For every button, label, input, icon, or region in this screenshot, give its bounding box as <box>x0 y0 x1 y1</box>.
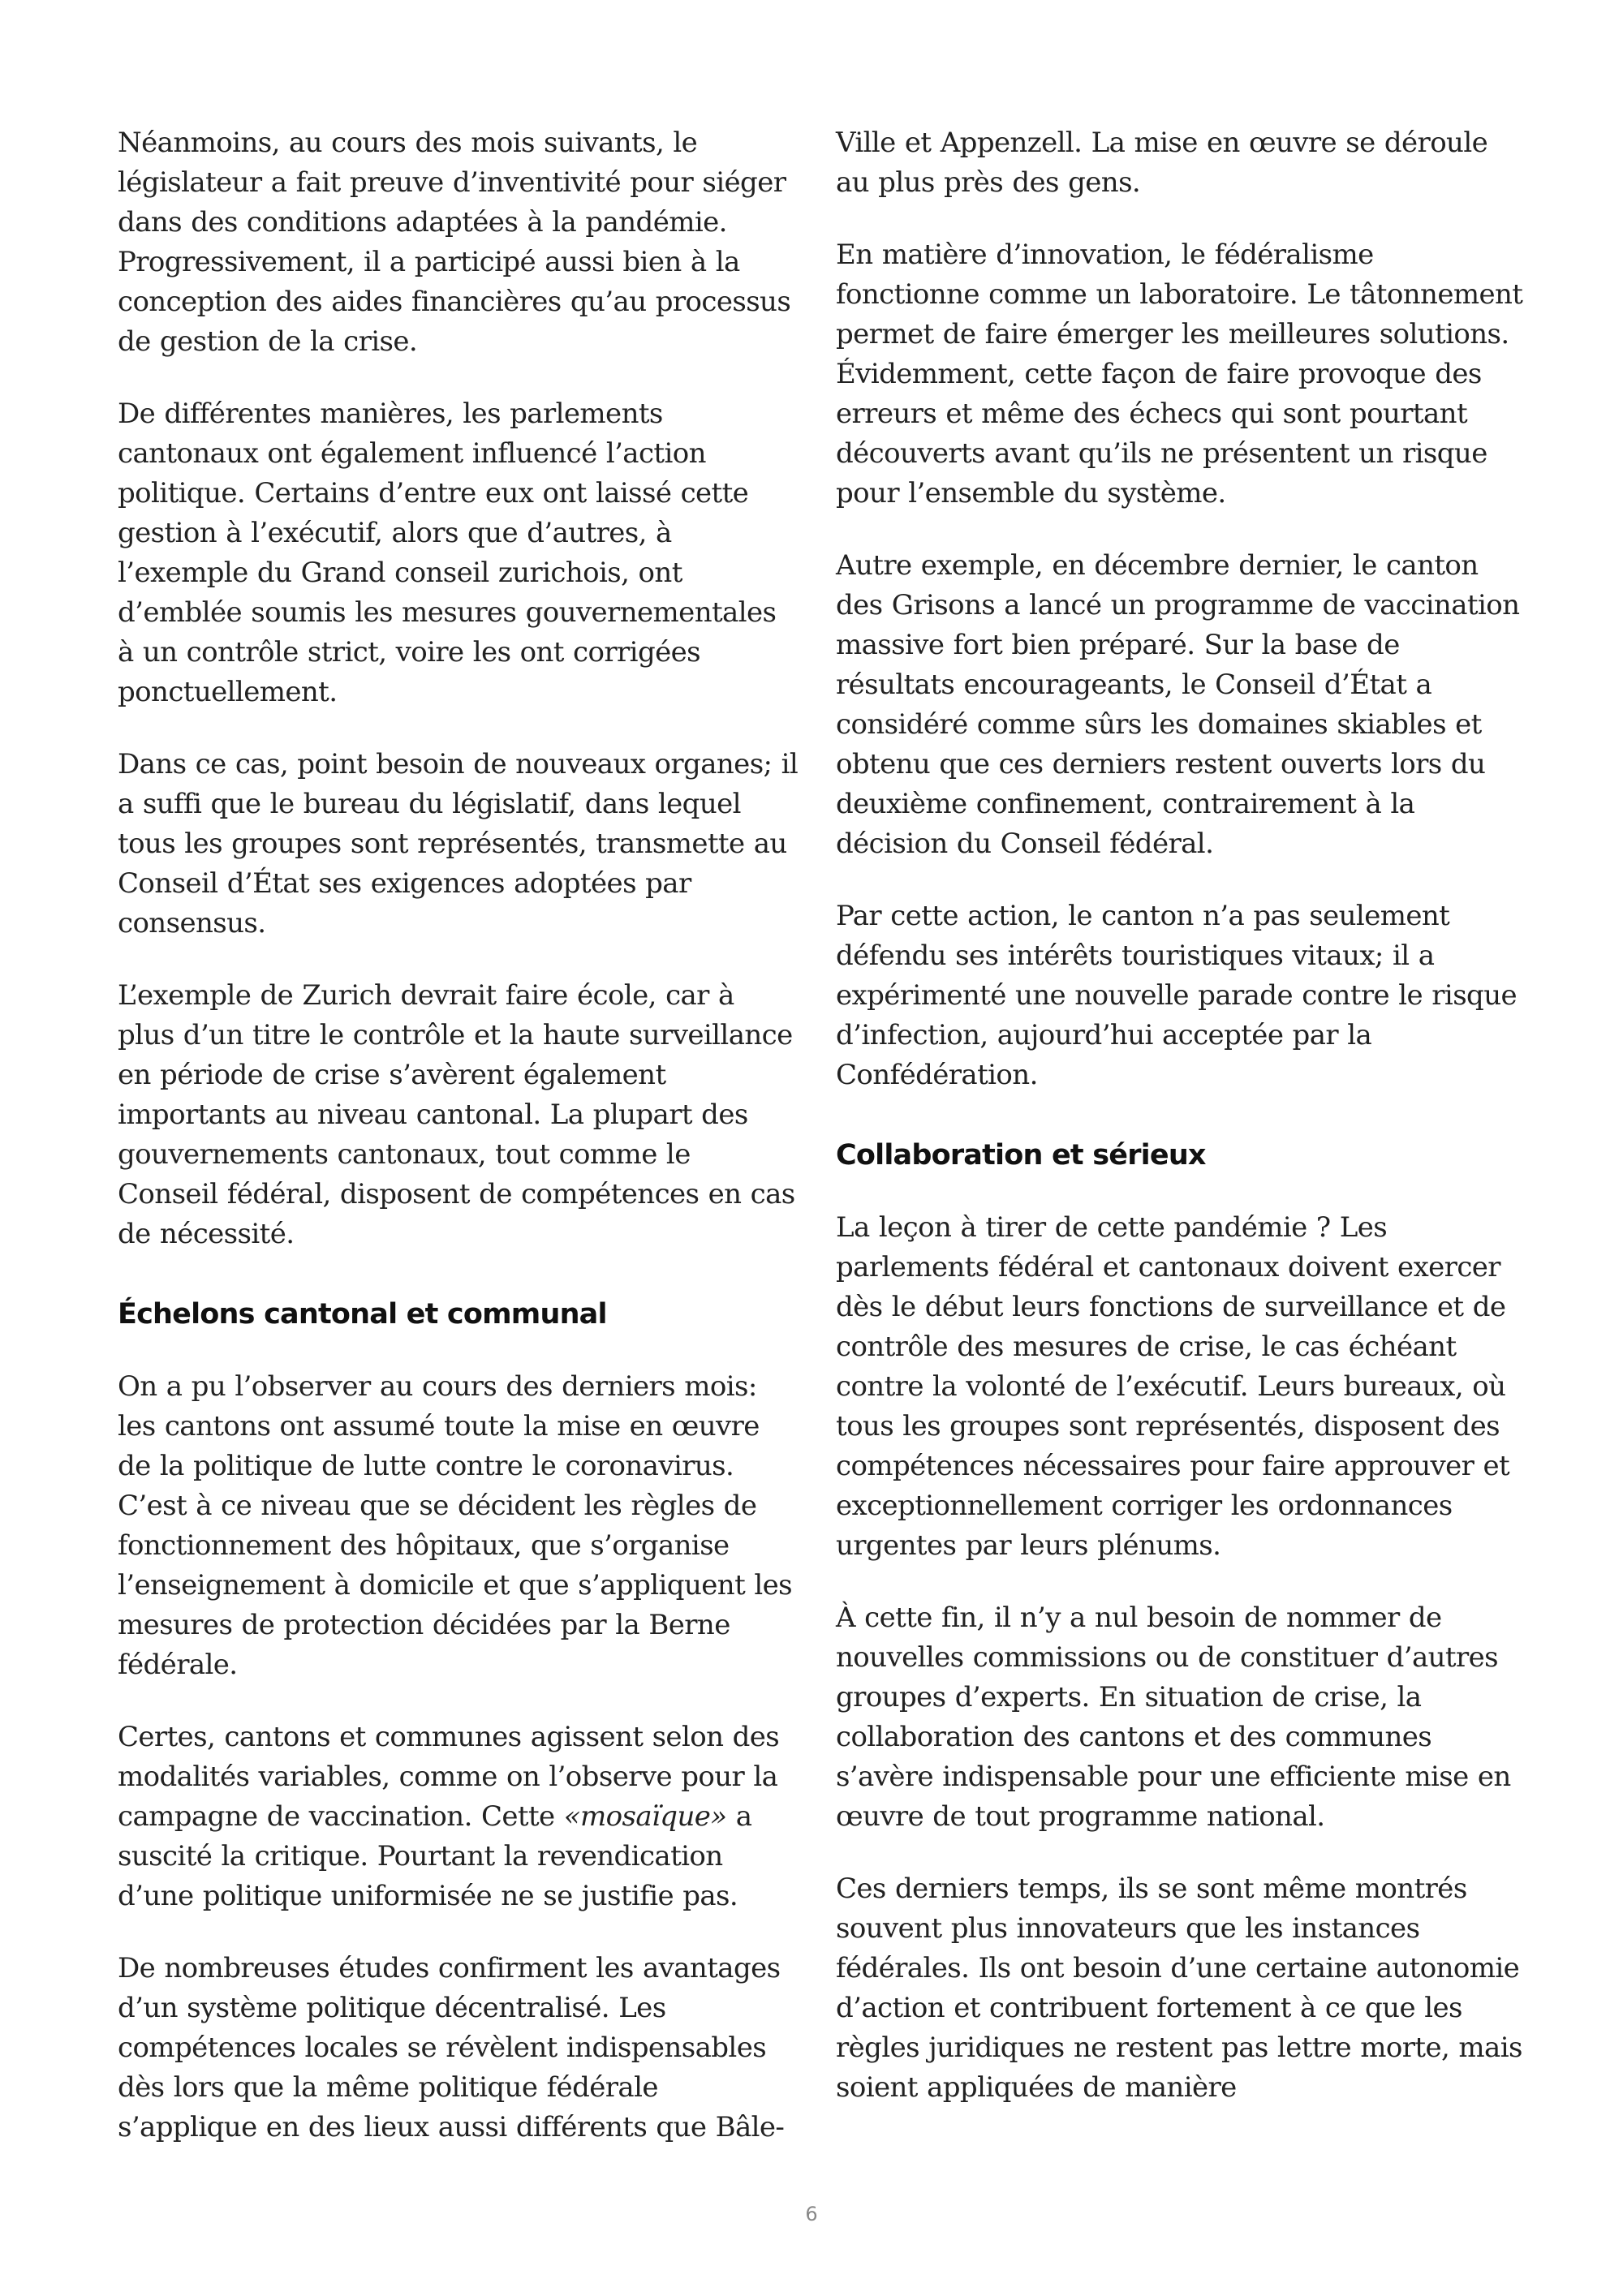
section-heading-collaboration: Collaboration et sérieux <box>836 1139 1206 1172</box>
left-paragraph-7: De nombreuses études confirment les avantages d’un système politique décentralisé. Les compétences locales se révèlent indispensables dès lors que la même politique fédérale s’applique en des lieux aussi différents que Bâle- <box>118 1952 785 2143</box>
mosaique-quote: «mosaïque» <box>563 1800 727 1833</box>
left-paragraph-5: On a pu l’observer au cours des derniers mois: les cantons ont assumé toute la mise en œuvre de la politique de lutte contre le coronavirus. C’est à ce niveau que se décident les règles de fonctionnement des hôpitaux, que s’organise l’enseignement à domicile et que s’appliquent les mesures de protection décidées par la Berne fédérale. <box>118 1370 792 1681</box>
right-paragraph-6: À cette fin, il n’y a nul besoin de nommer de nouvelles commissions ou de constituer d’autres groupes d’experts. En situation de crise, la collaboration des cantons et des communes s’avère indispensable pour une efficiente mise en œuvre de tout programme national. <box>836 1602 1511 1833</box>
right-paragraph-7: Ces derniers temps, ils se sont même montrés souvent plus innovateurs que les instances fédérales. Ils ont besoin d’une certaine autonomie d’action et contribuent fortement à ce que les règles juridiques ne restent pas lettre morte, mais soient appliquées de manière <box>836 1872 1522 2104</box>
right-paragraph-2: En matière d’innovation, le fédéralisme fonctionne comme un laboratoire. Le tâtonnement permet de faire émerger les meilleures solutions. Évidemment, cette façon de faire provoque des erreurs et même des échecs qui sont pourtant découverts avant qu’ils ne présentent un risque pour l’ensemble du système. <box>836 239 1523 510</box>
left-paragraph-6-start: Certes, cantons et communes agissent selon des modalités variables, comme on l’observe pour la campagne de vaccination. Cette <box>118 1721 780 1833</box>
left-paragraph-2: De différentes manières, les parlements cantonaux ont également influencé l’action politique. Certains d’entre eux ont laissé cette gestion à l’exécutif, alors que d’autres, à l’exemple du Grand conseil zurichois, ont d’emblée soumis les mesures gouvernementales à un contrôle strict, voire les ont corrigées ponctuellement. <box>118 398 777 708</box>
page-number: 6 <box>805 2203 818 2225</box>
left-column <box>118 123 799 2180</box>
right-paragraph-4: Par cette action, le canton n’a pas seulement défendu ses intérêts touristiques vitaux; il a expérimenté une nouvelle parade contre le risque d’infection, aujourd’hui acceptée par la Confédération. <box>836 900 1518 1091</box>
left-paragraph-3: Dans ce cas, point besoin de nouveaux organes; il a suffi que le bureau du législatif, dans lequel tous les groupes sont représentés, transmette au Conseil d’État ses exigences adoptées par consensus. <box>118 748 799 939</box>
section-heading-echelons: Échelons cantonal et communal <box>118 1298 607 1331</box>
right-paragraph-3: Autre exemple, en décembre dernier, le canton des Grisons a lancé un programme de vaccination massive fort bien préparé. Sur la base de résultats encourageants, le Conseil d’État a considéré comme sûrs les domaines skiables et obtenu que ces derniers restent ouverts lors du deuxième confinement, contrairement à la décision du Conseil fédéral. <box>836 549 1520 860</box>
left-paragraph-1: Néanmoins, au cours des mois suivants, le législateur a fait preuve d’inventivité pour siéger dans des conditions adaptées à la pandémie. Progressivement, il a participé aussi bien à la conception des aides financières qu’au processus de gestion de la crise. <box>118 127 791 358</box>
right-paragraph-5: La leçon à tirer de cette pandémie ? Les parlements fédéral et cantonaux doivent exercer dès le début leurs fonctions de surveillance et de contrôle des mesures de crise, le cas échéant contre la volonté de l’exécutif. Leurs bureaux, où tous les groupes sont représentés, disposent des compétences nécessaires pour faire approuver et exceptionnellement corriger les ordonnances urgentes par leurs plénums. <box>836 1211 1510 1562</box>
right-column <box>836 123 1526 2140</box>
left-paragraph-6-end: a suscité la critique. Pourtant la revendication d’une politique uniformisée ne se justifie pas. <box>118 1800 752 1912</box>
left-paragraph-4: L’exemple de Zurich devrait faire école, car à plus d’un titre le contrôle et la haute surveillance en période de crise s’avèrent également importants au niveau cantonal. La plupart des gouvernements cantonaux, tout comme le Conseil fédéral, disposent de compétences en cas de nécessité. <box>118 979 795 1250</box>
left-paragraph-6 <box>118 1718 799 1916</box>
right-paragraph-1: Ville et Appenzell. La mise en œuvre se déroule au plus près des gens. <box>836 127 1488 199</box>
